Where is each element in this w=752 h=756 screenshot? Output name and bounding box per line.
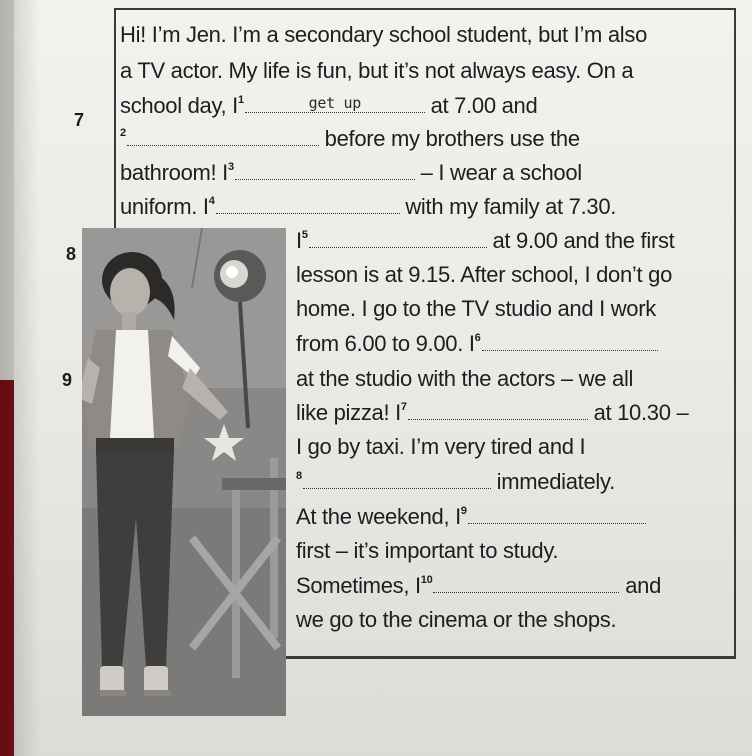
text-line-4 bbox=[120, 126, 580, 152]
text-segment: with my family at 7.30. bbox=[405, 194, 617, 219]
text-segment: like pizza! I bbox=[296, 400, 401, 425]
gap-number: 6 bbox=[474, 331, 481, 344]
gap-number: 5 bbox=[301, 228, 308, 241]
text-line-3 bbox=[120, 93, 537, 119]
gap-2-field[interactable] bbox=[127, 127, 319, 146]
text-segment: bathroom! I bbox=[120, 160, 228, 185]
text-line-16: first – it’s important to study. bbox=[296, 538, 559, 563]
text-line-14 bbox=[296, 469, 615, 495]
text-line-13: I go by taxi. I’m very tired and I bbox=[296, 434, 586, 459]
gap-9-field[interactable] bbox=[468, 505, 646, 524]
question-number-9: 9 bbox=[62, 370, 73, 390]
text-segment: I bbox=[296, 228, 302, 253]
text-segment: at 9.00 and the first bbox=[492, 228, 675, 253]
gap-number: 4 bbox=[208, 194, 215, 207]
text-line-12 bbox=[296, 400, 688, 426]
gap-number: 9 bbox=[460, 504, 467, 517]
text-segment: uniform. I bbox=[120, 194, 209, 219]
text-segment: immediately. bbox=[496, 469, 615, 494]
text-line-9: home. I go to the TV studio and I work bbox=[296, 296, 656, 321]
text-line-5 bbox=[120, 160, 582, 186]
text-segment: Sometimes, I bbox=[296, 573, 421, 598]
text-line-10 bbox=[296, 331, 658, 357]
frame-divider bbox=[284, 657, 736, 659]
text-line-17 bbox=[296, 573, 661, 599]
gap-7-field[interactable] bbox=[408, 401, 588, 420]
gap-3-field[interactable] bbox=[235, 161, 415, 180]
gap-number: 2 bbox=[120, 126, 126, 139]
text-line-8: lesson is at 9.15. After school, I don’t go bbox=[296, 262, 672, 287]
page-shadow bbox=[0, 0, 40, 756]
text-line-2: a TV actor. My life is fun, but it’s not always easy. On a bbox=[120, 58, 634, 83]
gap-number: 3 bbox=[227, 160, 234, 173]
text-line-11: at the studio with the actors – we all bbox=[296, 366, 634, 391]
text-line-6 bbox=[120, 194, 616, 220]
text-line-15 bbox=[296, 504, 646, 530]
gap-10-field[interactable] bbox=[433, 574, 619, 593]
text-segment: – I wear a school bbox=[420, 160, 582, 185]
workbook-page bbox=[14, 0, 752, 756]
gap-1-answer: get up bbox=[308, 94, 361, 112]
text-line-1: Hi! I’m Jen. I’m a secondary school student, but I’m also bbox=[120, 22, 648, 47]
text-segment: and bbox=[625, 573, 662, 598]
text-segment: school day, I bbox=[120, 93, 238, 118]
question-number-8: 8 bbox=[66, 244, 77, 264]
gap-1-field[interactable] bbox=[245, 94, 425, 113]
text-segment: at 7.00 and bbox=[430, 93, 538, 118]
jen-illustration bbox=[82, 228, 286, 716]
gap-number: 10 bbox=[420, 573, 433, 586]
gap-number: 8 bbox=[296, 469, 302, 482]
gap-8-field[interactable] bbox=[303, 470, 491, 489]
question-number-7: 7 bbox=[74, 110, 85, 130]
gap-number: 1 bbox=[237, 93, 244, 106]
gap-6-field[interactable] bbox=[482, 332, 658, 351]
text-segment: before my brothers use the bbox=[324, 126, 580, 151]
gap-number: 7 bbox=[400, 400, 407, 413]
text-line-18: we go to the cinema or the shops. bbox=[296, 607, 617, 632]
text-segment: from 6.00 to 9.00. I bbox=[296, 331, 475, 356]
gap-4-field[interactable] bbox=[216, 195, 400, 214]
text-segment: at 10.30 – bbox=[593, 400, 689, 425]
gap-5-field[interactable] bbox=[309, 229, 487, 248]
text-segment: At the weekend, I bbox=[296, 504, 461, 529]
text-line-7 bbox=[296, 228, 675, 254]
